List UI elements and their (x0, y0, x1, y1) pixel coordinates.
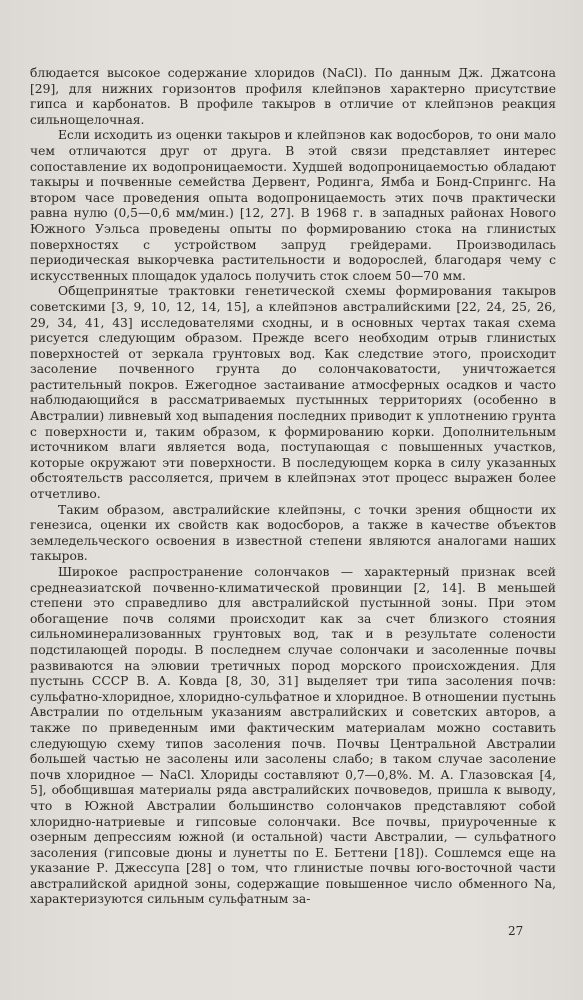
paragraph-4: Таким образом, австралийские клейпэны, с точки зрения общности их генезиса, оценки их свойств как водосборов, а также в качестве объектов земледельческого освоения в известной степени являются аналогами наших такыров. (30, 502, 556, 564)
page-number: 27 (508, 924, 524, 938)
paragraph-2: Если исходить из оценки такыров и клейпэнов как водосборов, то они мало чем отличаются друг от друга. В этой связи представляет интерес сопоставление их водопроницаемости. Худшей водопроницаемостью обладают такыры и почвенные семейства Дервент, Родинга, Ямба и Бонд-Спрингс. На втором часе проведения опыта водопроницаемость этих почв практически равна нулю (0,5—0,6 мм/мин.) [12, 27]. В 1968 г. в западных районах Нового Южного Уэльса проведены опыты по формированию стока на глинистых поверхностях с устройством запруд грейдерами. Производилась периодическая выкорчевка растительности и водорослей, благодаря чему с искусственных площадок удалось получить сток слоем 50—70 мм. (30, 128, 556, 283)
paragraph-3: Общепринятые трактовки генетической схемы формирования такыров советскими [3, 9, 10, 12, 14, 15], а клейпэнов австралийскими [22, 24, 25, 26, 29, 34, 41, 43] исследователями сходны, и в основных чертах такая схема рисуется следующим образом. Прежде всего необходим отрыв глинистых поверхностей от зеркала грунтовых вод. Как следствие этого, происходит засоление почвенного грунта до солончаковатости, уничтожается растительный покров. Ежегодное застаивание атмосферных осадков и часто наблюдающийся в рассматриваемых пустынных территориях (особенно в Австралии) ливневый ход выпадения последних приводит к уплотнению грунта с поверхности и, таким образом, к формированию корки. Дополнительным источником влаги является вода, поступающая с повышенных участков, которые окружают эти поверхности. В последующем корка в силу указанных обстоятельств рассоляется, причем в клейпэнах этот процесс выражен более отчетливо. (30, 284, 556, 502)
body-text (30, 66, 556, 908)
paragraph-5: Широкое распространение солончаков — характерный признак всей среднеазиатской почвенно-климатической провинции [2, 14]. В меньшей степени это справедливо для австралийской пустынной зоны. При этом обогащение почв солями происходит как за счет близкого стояния сильноминерализованных грунтовых вод, так и в результате солености подстилающей породы. В последнем случае солончаки и засоленные почвы развиваются на элювии третичных пород морского происхождения. Для пустынь СССР В. А. Ковда [8, 30, 31] выделяет три типа засоления почв: сульфатно-хлоридное, хлоридно-сульфатное и хлоридное. В отношении пустынь Австралии по отдельным указаниям австралийских и советских авторов, а также по приведенным ими фактическим материалам можно составить следующую схему типов засоления почв. Почвы Центральной Австралии большей частью не засолены или засолены слабо; в таком случае засоление почв хлоридное — NaCl. Хлориды составляют 0,7—0,8%. М. А. Глазовская [4, 5], обобщившая материалы ряда австралийских почвоведов, пришла к выводу, что в Южной Австралии большинство солончаков представляют собой хлоридно-натриевые и гипсовые солончаки. Все почвы, приуроченные к озерным депрессиям южной (и остальной) части Австралии, — сульфатного засоления (гипсовые дюны и лунетты по Е. Беттени [18]). Сошлемся еще на указание Р. Джессупа [28] о том, что глинистые почвы юго-восточной части австралийской аридной зоны, содержащие повышенное число обменного Na, характеризуются сильным сульфатным за- (30, 565, 556, 907)
paragraph-1: блюдается высокое содержание хлоридов (NaCl). По данным Дж. Джатсона [29], для нижних горизонтов профиля клейпэнов характерно присутствие гипса и карбонатов. В профиле такыров в отличие от клейпэнов реакция сильнощелочная. (30, 66, 556, 127)
